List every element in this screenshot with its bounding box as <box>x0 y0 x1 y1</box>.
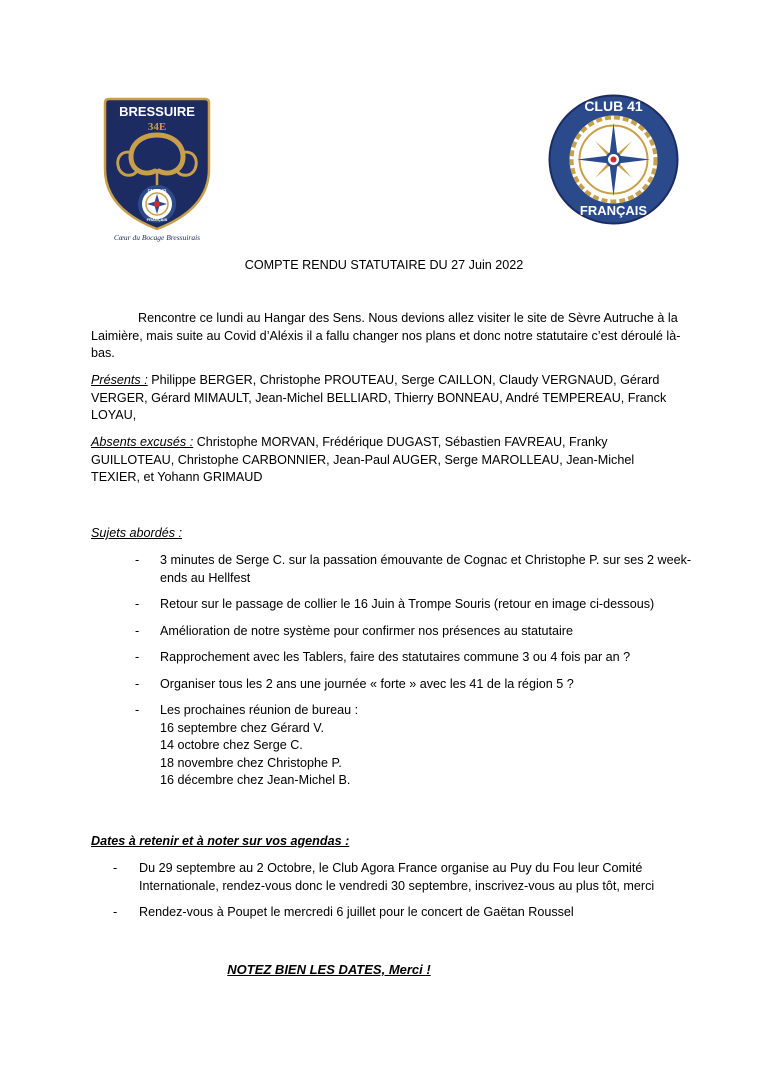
bureau-intro: Les prochaines réunion de bureau : <box>160 703 359 717</box>
bullet-dash: - <box>113 861 118 875</box>
absents-paragraph <box>91 434 686 487</box>
bressuire-logo <box>103 97 211 245</box>
list-item: - Organiser tous les 2 ans une journée « forte » avec les 41 de la région 5 ? <box>133 676 693 694</box>
club41-bottom-text: FRANÇAIS <box>579 203 648 218</box>
club41-logo <box>547 93 680 226</box>
bullet-dash: - <box>135 676 140 691</box>
bullet-dash: - <box>113 905 118 919</box>
bressuire-badge-bottom: FRANÇAIS <box>146 217 168 222</box>
absents-list: Christophe MORVAN, Frédérique DUGAST, Sébastien FAVREAU, Franky GUILLOTEAU, Christophe CARBONNIER, Jean-Paul AUGER, Serge MAROLLEAU, Jean-Michel TEXIER, et Yohann GRIMAUD <box>91 435 635 484</box>
list-item: - Rapprochement avec les Tablers, faire des statutaires commune 3 ou 4 fois par an ? <box>133 649 693 667</box>
final-note: NOTEZ BIEN LES DATES, Merci ! <box>227 962 431 977</box>
dates-list <box>111 860 691 931</box>
bullet-dash: - <box>135 553 140 567</box>
bressuire-number: 34E <box>147 121 167 133</box>
club41-top-text: CLUB 41 <box>584 98 643 114</box>
sujets-heading: Sujets abordés : <box>91 526 183 540</box>
list-item: - Amélioration de notre système pour confirmer nos présences au statutaire <box>133 623 693 641</box>
page-title: COMPTE RENDU STATUTAIRE DU 27 Juin 2022 <box>244 258 524 272</box>
sujets-list <box>133 552 693 799</box>
bureau-date: 16 décembre chez Jean-Michel B. <box>160 773 351 787</box>
presents-paragraph <box>91 372 686 425</box>
presents-label: Présents : <box>91 373 148 387</box>
bullet-dash: - <box>135 597 140 611</box>
bressuire-badge-top: CLUB 41 <box>147 188 167 193</box>
bullet-dash: - <box>135 703 140 717</box>
bureau-date: 14 octobre chez Serge C. <box>160 738 303 752</box>
bureau-date: 16 septembre chez Gérard V. <box>160 720 325 735</box>
presents-list: Philippe BERGER, Christophe PROUTEAU, Serge CAILLON, Claudy VERGNAUD, Gérard VERGER, Gérard MIMAULT, Jean-Michel BELLIARD, Thierry BONNEAU, André TEMPEREAU, Franck LOYAU, <box>91 373 667 422</box>
list-item: - Rendez-vous à Poupet le mercredi 6 juillet pour le concert de Gaëtan Roussel <box>111 904 691 922</box>
bullet-dash: - <box>135 650 140 664</box>
bressuire-tagline: Cœur du Bocage Bressuirais <box>113 233 201 242</box>
absents-label: Absents excusés : <box>91 435 194 449</box>
bressuire-top-text: BRESSUIRE <box>119 104 195 119</box>
dates-heading: Dates à retenir et à noter sur vos agendas : <box>91 834 350 848</box>
intro-paragraph: Rencontre ce lundi au Hangar des Sens. Nous devions allez visiter le site de Sèvre Autruche à la Laimière, mais suite au Covid d’Aléxis il a fallu changer nos plans et donc notre statutaire c’est déroulé là-bas. <box>91 311 681 360</box>
bureau-date: 18 novembre chez Christophe P. <box>160 755 342 770</box>
list-item: - 3 minutes de Serge C. sur la passation émouvante de Cognac et Christophe P. sur ses 2 week-ends au Hellfest <box>135 553 692 585</box>
list-item-bureau <box>133 702 693 790</box>
list-item: - Du 29 septembre au 2 Octobre, le Club Agora France organise au Puy du Fou leur Comité Internationale, rendez-vous donc le vendredi 30 septembre, inscrivez-vous au plus tôt, merci <box>113 861 655 893</box>
bullet-dash: - <box>135 623 140 638</box>
list-item: - Retour sur le passage de collier le 16 Juin à Trompe Souris (retour en image ci-dessous) <box>133 596 693 614</box>
